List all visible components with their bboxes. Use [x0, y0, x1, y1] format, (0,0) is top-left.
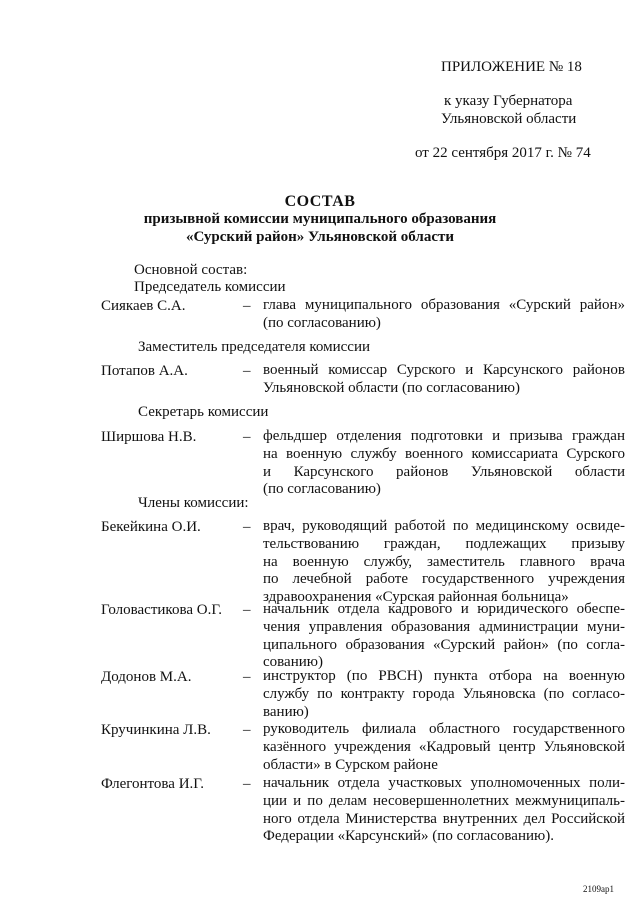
- description-line: здравоохранения «Сурская районная больница»: [263, 589, 569, 606]
- member-description: [263, 362, 625, 398]
- member-description: [263, 297, 625, 333]
- description-line: фельдшер отделения подготовки и призыва граждан: [263, 428, 625, 444]
- member-description: [263, 721, 625, 774]
- description-line: (по согласованию): [263, 481, 381, 498]
- section-main-composition: Основной состав:: [134, 262, 248, 278]
- description-line: врач, руководящий работой по медицинскому освиде-: [263, 518, 625, 534]
- member-name: Ширшова Н.В.: [101, 429, 197, 445]
- dash-separator: –: [243, 776, 251, 792]
- description-line: ного отдела Министерства внутренних дел Российской: [263, 810, 625, 827]
- member-description: [263, 775, 625, 846]
- document-subtitle-line-2: «Сурский район» Ульяновской области: [185, 229, 455, 245]
- member-name: Додонов М.А.: [101, 669, 192, 685]
- document-code: 2109ap1: [583, 884, 614, 894]
- member-description: [263, 601, 625, 672]
- description-line: и Карсунского районов Ульяновской области: [263, 463, 625, 480]
- dash-separator: –: [243, 298, 251, 314]
- member-description: [263, 428, 625, 499]
- dash-separator: –: [243, 722, 251, 738]
- description-line: на военную службу военного комиссариата Сурского: [263, 445, 625, 462]
- section-secretary: Секретарь комиссии: [138, 404, 269, 420]
- description-line: Ульяновской области (по согласованию): [263, 379, 520, 396]
- member-name: Головастикова О.Г.: [101, 602, 223, 618]
- member-name: Кручинкина Л.В.: [101, 722, 211, 738]
- document-subtitle-line-1: призывной комиссии муниципального образования: [143, 211, 497, 227]
- decree-date: от 22 сентября 2017 г. № 74: [415, 145, 591, 161]
- description-line: глава муниципального образования «Сурский район»: [263, 297, 625, 313]
- description-line: военный комиссар Сурского и Карсунского районов: [263, 362, 625, 378]
- decree-reference: к указу Губернатора: [444, 93, 573, 109]
- member-name: Флегонтова И.Г.: [101, 776, 205, 792]
- decree-region: Ульяновской области: [441, 111, 577, 127]
- dash-separator: –: [243, 429, 251, 445]
- member-name: Бекейкина О.И.: [101, 519, 201, 535]
- member-description: [263, 518, 625, 607]
- dash-separator: –: [243, 669, 251, 685]
- description-line: по лечебной работе государственного учреждения: [263, 571, 625, 588]
- appendix-number: ПРИЛОЖЕНИЕ № 18: [441, 59, 582, 75]
- description-line: службу по контракту города Ульяновска (по согласо-: [263, 685, 625, 702]
- section-deputy: Заместитель председателя комиссии: [138, 339, 371, 355]
- description-line: инструктор (по РВСН) пункта отбора на военную: [263, 668, 625, 684]
- dash-separator: –: [243, 363, 251, 379]
- description-line: казённого учреждения «Кадровый центр Ульяновской: [263, 738, 625, 755]
- section-chairman: Председатель комиссии: [134, 279, 286, 295]
- description-line: начальник отдела участковых уполномоченных поли-: [263, 775, 625, 791]
- member-description: [263, 668, 625, 721]
- member-name: Сиякаев С.А.: [101, 298, 186, 314]
- description-line: (по согласованию): [263, 314, 381, 331]
- description-line: сованию): [263, 654, 323, 671]
- description-line: чения управления образования администрации муни-: [263, 618, 625, 635]
- description-line: на военную службу, заместитель главного врача: [263, 553, 625, 570]
- section-members: Члены комиссии:: [138, 495, 249, 511]
- document-title: СОСТАВ: [284, 193, 356, 210]
- description-line: начальник отдела кадрового и юридического обеспе-: [263, 601, 625, 617]
- description-line: ванию): [263, 703, 309, 720]
- description-line: Федерации «Карсунский» (по согласованию).: [263, 828, 554, 845]
- description-line: ции и по делам несовершеннолетних межмуниципаль-: [263, 792, 625, 809]
- description-line: руководитель филиала областного государственного: [263, 721, 625, 737]
- description-line: области» в Сурском районе: [263, 756, 438, 773]
- dash-separator: –: [243, 602, 251, 618]
- dash-separator: –: [243, 519, 251, 535]
- description-line: ципального образования «Сурский район» (по согла-: [263, 636, 625, 653]
- member-name: Потапов А.А.: [101, 363, 188, 379]
- description-line: тельствованию граждан, подлежащих призыву: [263, 535, 625, 552]
